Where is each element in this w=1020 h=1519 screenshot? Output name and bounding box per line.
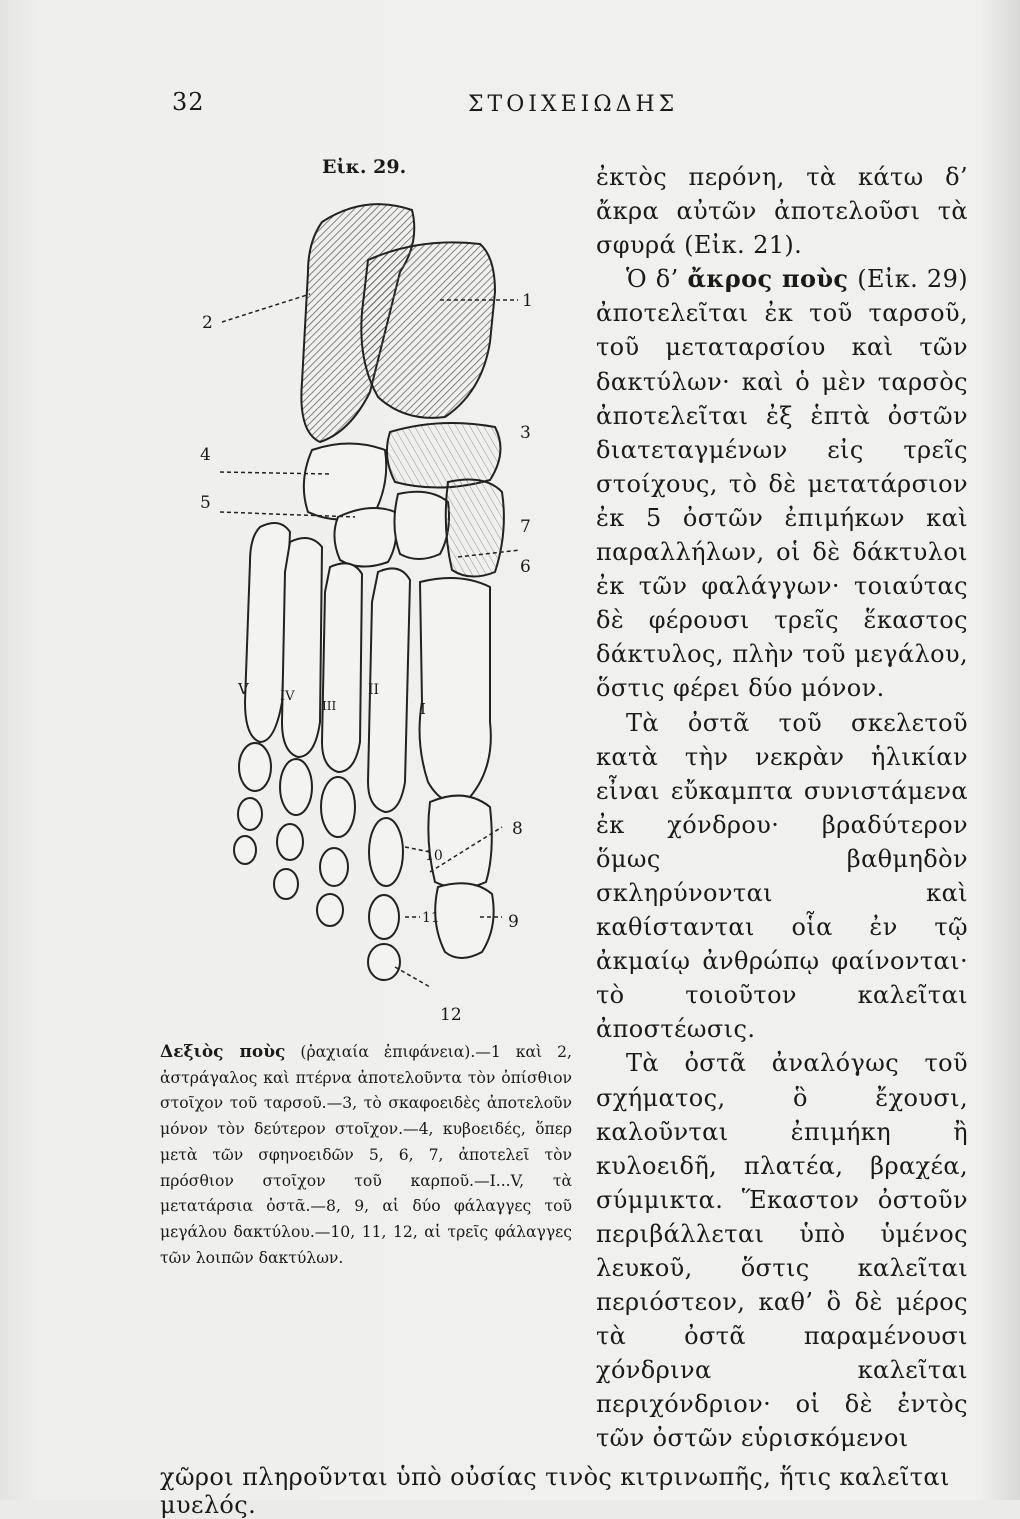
running-title: ΣΤΟΙΧΕΙΩΔΗΣ bbox=[468, 92, 679, 117]
label-9: 9 bbox=[508, 912, 519, 932]
label-2: 2 bbox=[202, 313, 213, 333]
phalanx-I-2 bbox=[435, 883, 493, 958]
caption-title: Δεξιὸς ποὺς bbox=[160, 1042, 286, 1062]
closing-line: χῶροι πληροῦνται ὑπὸ οὐσίας τινὸς κιτρινωπῆς, ἥτις καλεῖται μυελός. bbox=[160, 1463, 950, 1519]
label-III: III bbox=[322, 699, 337, 713]
cuneiform-bone-6 bbox=[394, 492, 449, 559]
phalanx-V-1 bbox=[239, 743, 271, 791]
figure-title: Εἰκ. 29. bbox=[322, 156, 407, 178]
paragraph-2-rest: (Εἰκ. 29) ἀποτελεῖται ἐκ τοῦ ταρσοῦ, τοῦ μεταταρσίου καὶ τῶν δακτύλων· καὶ ὁ μὲν ταρσὸς ἀποτελεῖται ἐξ ἑπτὰ ὀστῶν διατεταγμένων εἰς τρεῖς στοίχους, τὸ δὲ μετατάρσιον ἐκ 5 ὀστῶν ἐπιμήκων καὶ παραλλήλων, οἱ δὲ δάκτυλοι ἐκ τῶν φαλάγγων· τοιαύτας δὲ φέρουσι τρεῖς ἕκαστος δάκτυλος, πλὴν τοῦ μεγάλου, ὅστις φέρει δύο μόνον. bbox=[596, 265, 969, 703]
label-10: 10 bbox=[425, 848, 443, 864]
phalanx-II-3 bbox=[368, 944, 400, 980]
phalanx-II-1 bbox=[369, 818, 403, 886]
label-I: I bbox=[420, 700, 426, 718]
label-IV: IV bbox=[280, 689, 295, 704]
label-1: 1 bbox=[522, 291, 533, 311]
phalanx-II-2 bbox=[369, 895, 399, 939]
phalanx-III-2 bbox=[320, 848, 348, 886]
label-5: 5 bbox=[200, 493, 211, 513]
phalanx-I-1 bbox=[428, 796, 491, 888]
main-text-column bbox=[596, 160, 968, 1456]
phalanx-V-3 bbox=[234, 836, 256, 864]
foot-skeleton-illustration bbox=[190, 182, 560, 1032]
foot-skeleton-figure bbox=[190, 182, 560, 1032]
label-4: 4 bbox=[200, 445, 211, 465]
label-II: II bbox=[368, 682, 380, 698]
phalanx-III-1 bbox=[321, 777, 355, 837]
phalanx-III-3 bbox=[317, 894, 343, 926]
talus-bone bbox=[361, 242, 495, 417]
paragraph-2 bbox=[596, 262, 968, 705]
label-V: V bbox=[238, 680, 249, 698]
metatarsal-III bbox=[322, 563, 362, 772]
label-6: 6 bbox=[520, 557, 531, 577]
label-12: 12 bbox=[440, 1005, 462, 1025]
phalanx-V-2 bbox=[238, 798, 262, 830]
label-7: 7 bbox=[520, 517, 531, 537]
page-number: 32 bbox=[172, 88, 205, 116]
paragraph-1: ἐκτὸς περόνη, τὰ κάτω δ’ ἄκρα αὐτῶν ἀποτελοῦσι τὰ σφυρά (Εἰκ. 21). bbox=[596, 163, 968, 260]
paragraph-3: Τὰ ὀστᾶ τοῦ σκελετοῦ κατὰ τὴν νεκρὰν ἡλικίαν εἶναι εὔκαμπτα συνιστάμενα ἐκ χόνδρου· βραδύτερον ὅμως βαθμηδὸν σκληρύνονται καὶ καθίστανται οἷα ἐν τῷ ἀκμαίῳ ἀνθρώπῳ φαίνονται· τὸ τοιοῦτον καλεῖται ἀποστέωσις. bbox=[596, 708, 968, 1044]
phalanx-IV-1 bbox=[280, 759, 312, 815]
cuneiform-bone-7 bbox=[446, 480, 504, 577]
navicular-bone bbox=[387, 423, 500, 488]
phalanx-IV-2 bbox=[277, 824, 303, 860]
metatarsal-I bbox=[420, 578, 491, 802]
paragraph-2-lead: Ὁ δ’ bbox=[626, 265, 679, 294]
term-akros-pous: ἄκρος ποὺς bbox=[687, 264, 849, 294]
label-8: 8 bbox=[512, 819, 523, 839]
metatarsal-IV bbox=[282, 538, 322, 757]
figure-caption bbox=[160, 1040, 572, 1271]
cuneiform-bone-5 bbox=[334, 508, 396, 567]
caption-text: (ῥαχιαία ἐπιφάνεια).—1 καὶ 2, ἀστράγαλος καὶ πτέρνα ἀποτελοῦντα τὸν ὀπίσθιον στοῖχον τοῦ ταρσοῦ.—3, τὸ σκαφοειδὲς ἀποτελοῦν μόνον τὸν δεύτερον στοῖχον.—4, κυβοειδές, ὅπερ μετὰ τῶν σφηνοειδῶν 5, 6, 7, ἀποτελεῖ τὸν πρόσθιον στοῖχον τοῦ καρποῦ.—I...V, τὰ μετατάρσια ὀστᾶ.—8, 9, αἱ δύο φάλαγγες τοῦ μεγάλου δακτύλου.—10, 11, 12, αἱ τρεῖς φάλαγγες τῶν λοιπῶν δακτύλων. bbox=[160, 1043, 572, 1267]
label-11: 11 bbox=[422, 910, 440, 926]
phalanx-IV-3 bbox=[274, 869, 298, 899]
label-3: 3 bbox=[520, 423, 531, 443]
paragraph-4: Τὰ ὀστᾶ ἀναλόγως τοῦ σχήματος, ὃ ἔχουσι, καλοῦνται ἐπιμήκη ἢ κυλοειδῆ, πλατέα, βραχέα, σύμμικτα. Ἕκαστον ὀστοῦν περιβάλλεται ὑπὸ ὑμένος λευκοῦ, ὅστις καλεῖται περιόστεον, καθ’ ὃ δὲ μέρος τὰ ὀστᾶ παραμένουσι χόνδρινα καλεῖται περιχόνδριον· οἱ δὲ ἐντὸς τῶν ὀστῶν εὑρισκόμενοι bbox=[596, 1049, 968, 1453]
